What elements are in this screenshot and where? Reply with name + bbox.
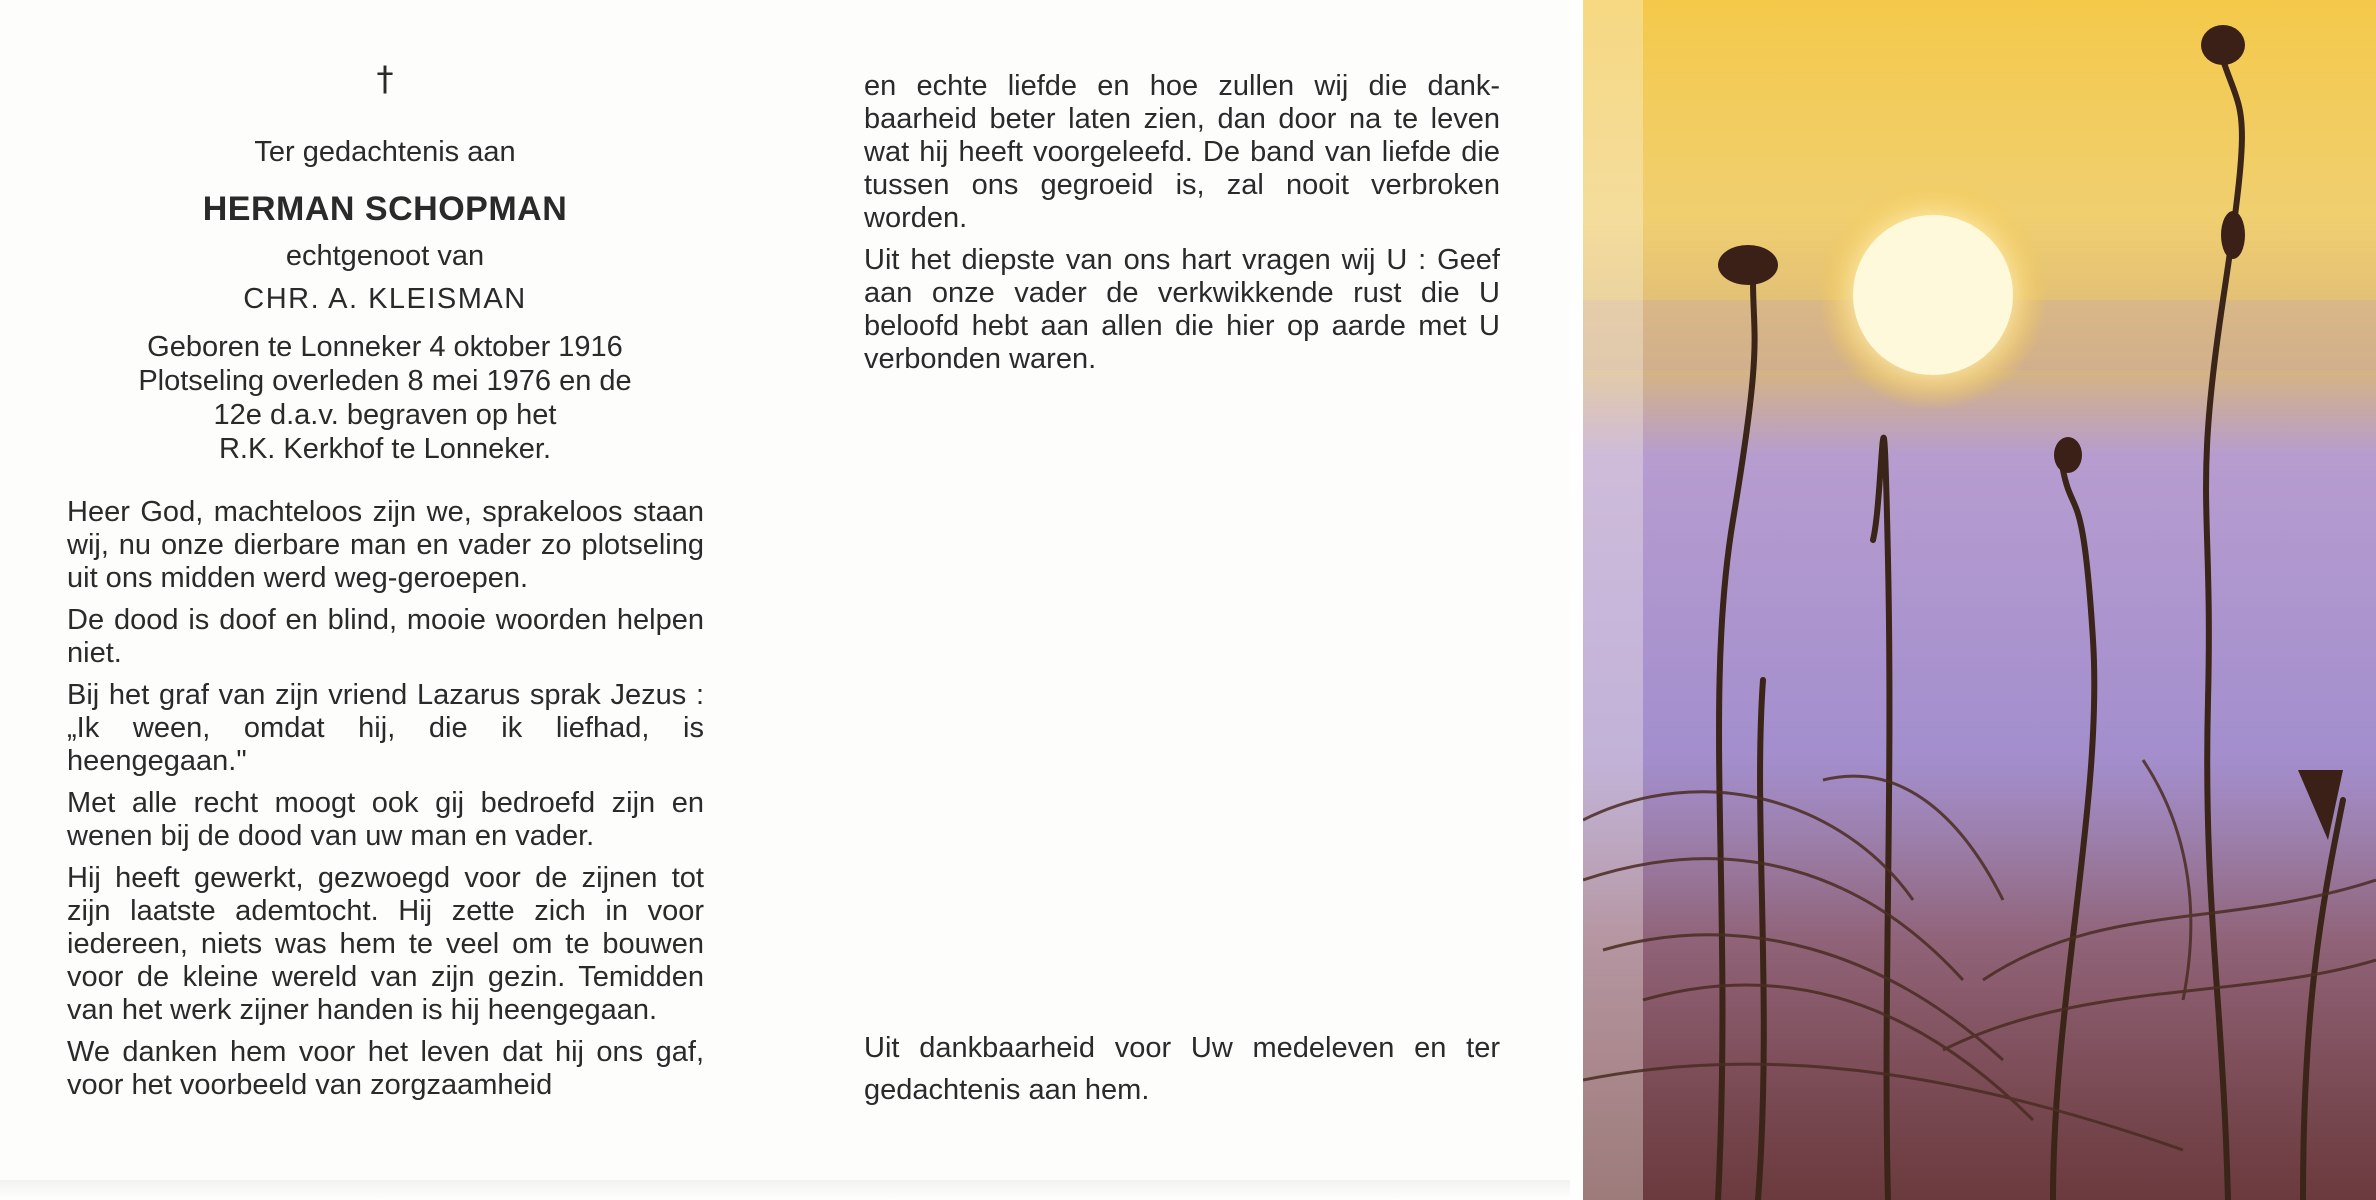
intro-line: Ter gedachtenis aan [254,136,516,168]
prayer-paragraph: Met alle recht moogt ook gij bedroefd zijn en wenen bij de dood van uw man en vader. [67,787,704,852]
middle-panel [770,0,1570,1200]
left-panel [0,0,770,1200]
death-line: Plotseling overleden 8 mei 1976 en de [138,365,632,397]
photo-illustration [1583,0,2376,1200]
continuation-text [864,70,1500,385]
prayer-paragraph: Heer God, machteloos zijn we, sprakeloos staan wij, nu onze dierbare man en vader zo plotseling uit ons midden werd weg-geroepen. [67,496,704,594]
continuation-paragraph: en echte liefde en hoe zullen wij die dank-baarheid beter laten zien, dan door na te leven wat hij heeft voorgeleefd. De band van liefde die tussen ons gegroeid is, zal nooit verbroken worden. [864,70,1500,234]
spouse-label: echtgenoot van [285,240,485,272]
life-details [60,330,710,466]
prayer-paragraph: We danken hem voor het leven dat hij ons gaf, voor het voorbeeld van zorgzaamheid [67,1036,704,1101]
sunset-grass-photo [1583,0,2376,1200]
sun [1853,215,2013,375]
spouse-name: CHR. A. KLEISMAN [243,283,527,315]
prayer-paragraph: Hij heeft gewerkt, gezwoegd voor de zijnen tot zijn laatste ademtocht. Hij zette zich in voor iedereen, niets was hem te veel om te bouwen voor de kleine wereld van zijn gezin. Temidden van het werk zijner handen is hij heengegaan. [67,862,704,1026]
thanks-text: Uit dankbaarheid voor Uw medeleven en ter gedachtenis aan hem. [864,1032,1500,1106]
prayer-paragraph: Bij het graf van zijn vriend Lazarus sprak Jezus : „Ik ween, omdat hij, die ik liefhad, is heengegaan." [67,679,704,777]
prayer-paragraph: De dood is doof en blind, mooie woorden helpen niet. [67,604,704,669]
burial-line: 12e d.a.v. begraven op het [213,399,557,431]
cemetery-line: R.K. Kerkhof te Lonneker. [218,433,552,465]
prayer-text [67,496,704,1111]
paper-edge [0,1180,1570,1200]
deceased-name: HERMAN SCHOPMAN [202,190,568,228]
continuation-paragraph: Uit het diepste van ons hart vragen wij U : Geef aan onze vader de verkwikkende rust die U beloofd hebt aan allen die hier op aarde met U verbonden waren. [864,244,1500,375]
cross-symbol: † [376,59,394,99]
birth-line: Geboren te Lonneker 4 oktober 1916 [147,331,623,363]
